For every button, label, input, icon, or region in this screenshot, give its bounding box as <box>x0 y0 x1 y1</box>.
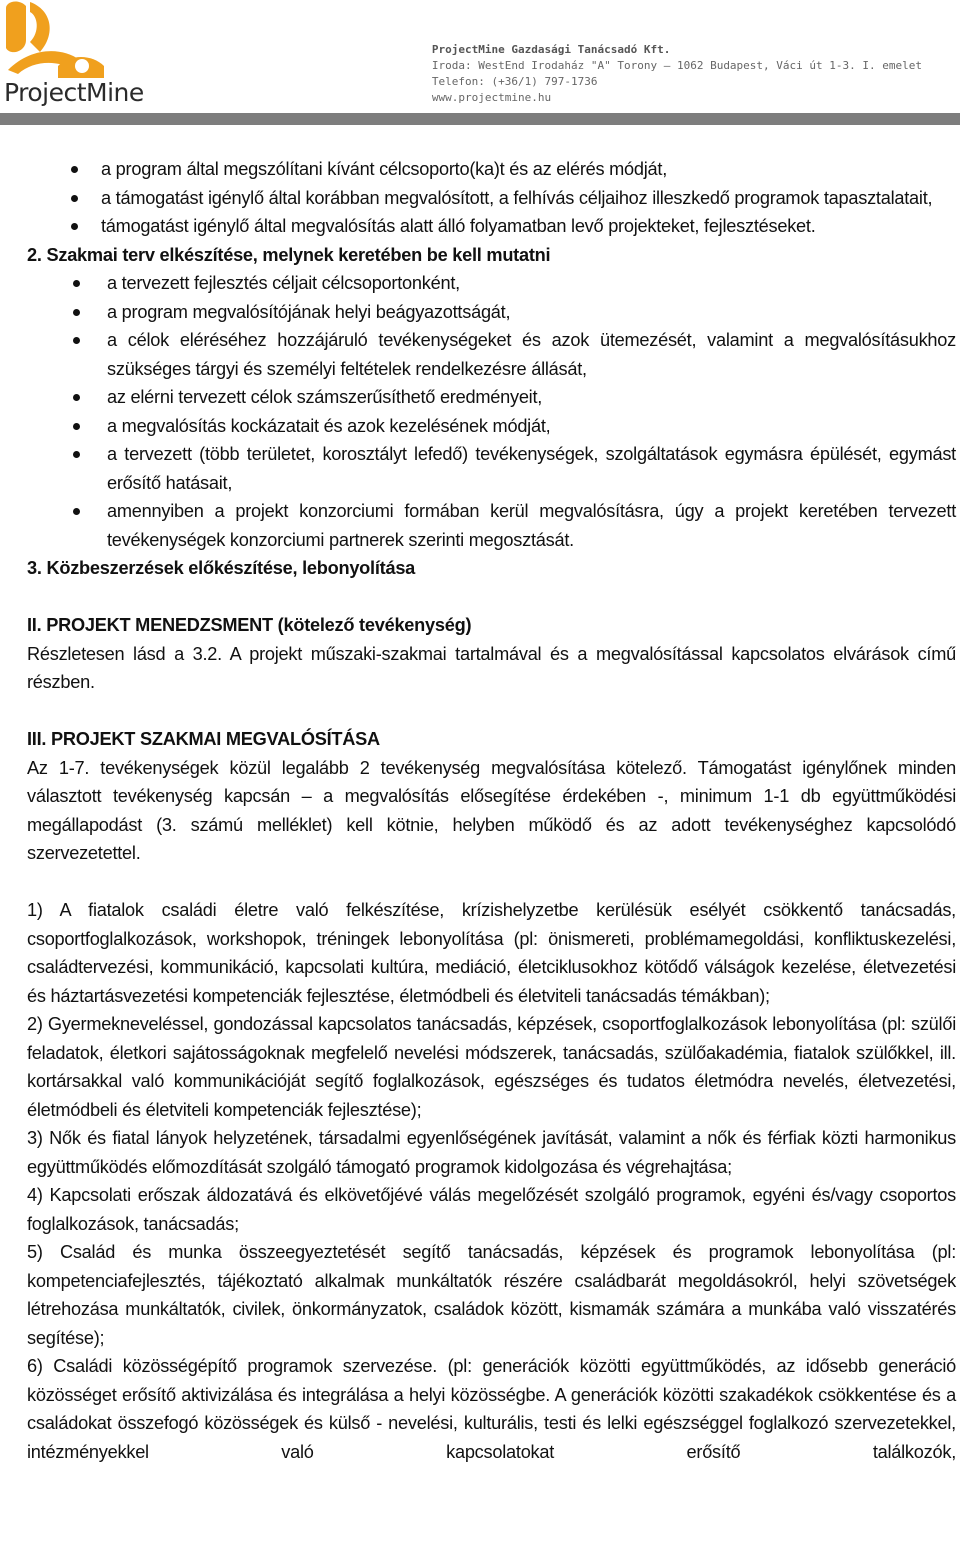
bullet-icon <box>71 166 78 173</box>
bullet-icon <box>73 508 80 515</box>
section-heading-3: 3. Közbeszerzések előkészítése, lebonyolítása <box>27 558 416 578</box>
list-item: amennyiben a projekt konzorciumi formában kerül megvalósításra, úgy a projekt keretében tervezett tevékenységek konzorciumi partnerek szerinti megosztását. <box>27 497 956 554</box>
activity-5: 5) Család és munka összeegyeztetését segítő tanácsadás, képzések és programok lebonyolítása (pl: kompetenciafejlesztés, tájékoztató alkalmak munkáltatók részére családbarát megoldásokról, helyi szövetségek létrehozása munkáltatók, civilek, önkormányzatok, családok között, kismamák számára a munkába való visszatérés segítése); <box>27 1242 956 1348</box>
activity-2: 2) Gyermekneveléssel, gondozással kapcsolatos tanácsadás, képzések, csoportfoglalkozások lebonyolítása (pl: szülői feladatok, életkori sajátosságoknak megfelelő nevelési módszerek, tanácsadás, szülőakadémia, fiatalok szülőkkel, ill. kortársakkal való kommunikációját segítő foglalkozások, egészséges és tudatos életmódra nevelés, életvezetési, életmódbeli és életviteli kompetenciák fejlesztése); <box>27 1014 956 1120</box>
company-phone: Telefon: (+36/1) 797-1736 <box>431 75 598 88</box>
activity-6: 6) Családi közösségépítő programok szervezése. (pl: generációk közötti együttműködés, az idősebb generáció közösséget erősítő aktivizálása és integrálása a helyi közösségbe. A generációk közötti szakadékok csökkentése és a családokat összefogó közösségek és külső - nevelési, kulturális, testi és lelki egészséggel foglalkozó szervezetekkel, intézményekkel való kapcsolatokat erősítő találkozók, <box>27 1356 956 1462</box>
company-name: ProjectMine Gazdasági Tanácsadó Kft. <box>431 43 671 56</box>
part2-heading: II. PROJEKT MENEDZSMENT (kötelező tevékenység) <box>27 615 472 635</box>
activity-1: 1) A fiatalok családi életre való felkészítése, krízishelyzetbe kerülésük esélyét csökkentő tanácsadás, csoportfoglalkozások, workshopok, tréningek lebonyolítása (pl: önismereti, problémamegoldási, konfliktuskezelési, családtervezési, kommunikáció, kapcsolati kultúra, mediáció, életciklusokhoz kötődő válságok kezelése, életvezetési és háztartásvezetési kompetenciák fejlesztése, életmódbeli és életviteli tanácsadás témákban); <box>27 900 956 1006</box>
header-divider <box>0 113 960 125</box>
company-website: www.projectmine.hu <box>431 91 552 104</box>
page-header <box>0 0 960 125</box>
bullet-icon <box>73 394 80 401</box>
bullet-icon <box>73 337 80 344</box>
activity-3: 3) Nők és fiatal lányok helyzetének, társadalmi egyenlőségének javítását, valamint a nők és férfiak közti harmonikus együttműködés előmozdítását szolgáló támogató programok kidolgozása és végrehajtása; <box>27 1128 956 1177</box>
bullet-icon <box>73 280 80 287</box>
list-item: az elérni tervezett célok számszerűsíthető eredményeit, <box>27 383 956 412</box>
list-item: a tervezett fejlesztés céljait célcsoportonként, <box>27 269 956 298</box>
activity-4: 4) Kapcsolati erőszak áldozatává és elkövetőjévé válás megelőzését szolgáló programok, egyéni és/vagy csoportos foglalkozások, tanácsadás; <box>27 1185 956 1234</box>
logo-wordmark: ProjectMine <box>4 78 144 107</box>
list-item: a megvalósítás kockázatait és azok kezelésének módját, <box>27 412 956 441</box>
bullet-list-section2 <box>27 269 956 554</box>
bullet-icon <box>73 451 80 458</box>
list-item: a program megvalósítójának helyi beágyazottságát, <box>27 298 956 327</box>
list-item: a célok eléréséhez hozzájáruló tevékenységeket és azok ütemezését, valamint a megvalósításukhoz szükséges tárgyi és személyi feltételek rendelkezésre állását, <box>27 326 956 383</box>
bullet-icon <box>71 195 78 202</box>
bullet-icon <box>73 309 80 316</box>
company-info <box>432 42 922 106</box>
bullet-list-top <box>27 155 956 241</box>
list-item: a támogatást igénylő által korábban megvalósított, a felhívás céljaihoz illeszkedő programok tapasztalatait, <box>27 184 956 213</box>
list-item: a tervezett (több területet, korosztályt lefedő) tevékenységek, szolgáltatások egymásra épülését, egymást erősítő hatásait, <box>27 440 956 497</box>
part2-text: Részletesen lásd a 3.2. A projekt műszaki-szakmai tartalmával és a megvalósítással kapcsolatos elvárások című részben. <box>27 643 956 692</box>
part3-text: Az 1-7. tevékenységek közül legalább 2 tevékenység megvalósítása kötelező. Támogatást igénylőnek minden választott tevékenység kapcsán – a megvalósítás elősegítése érdekében -, minimum 1-1 db együttműködési megállapodást (3. számú melléklet) kell kötnie, helyben működő és az adott tevékenységhez kapcsolódó szervezetettel. <box>27 757 956 863</box>
document-body <box>27 155 956 1466</box>
list-item: támogatást igénylő által megvalósítás alatt álló folyamatban levő projekteket, fejlesztéseket. <box>27 212 956 241</box>
section-heading-2: 2. Szakmai terv elkészítése, melynek keretében be kell mutatni <box>27 244 551 265</box>
bullet-icon <box>71 223 78 230</box>
company-address: Iroda: WestEnd Irodaház "A" Torony – 1062 Budapest, Váci út 1-3. I. emelet <box>431 59 922 72</box>
part3-heading: III. PROJEKT SZAKMAI MEGVALÓSÍTÁSA <box>27 729 380 749</box>
bullet-icon <box>73 423 80 430</box>
list-item: a program által megszólítani kívánt célcsoporto(ka)t és az elérés módját, <box>27 155 956 184</box>
